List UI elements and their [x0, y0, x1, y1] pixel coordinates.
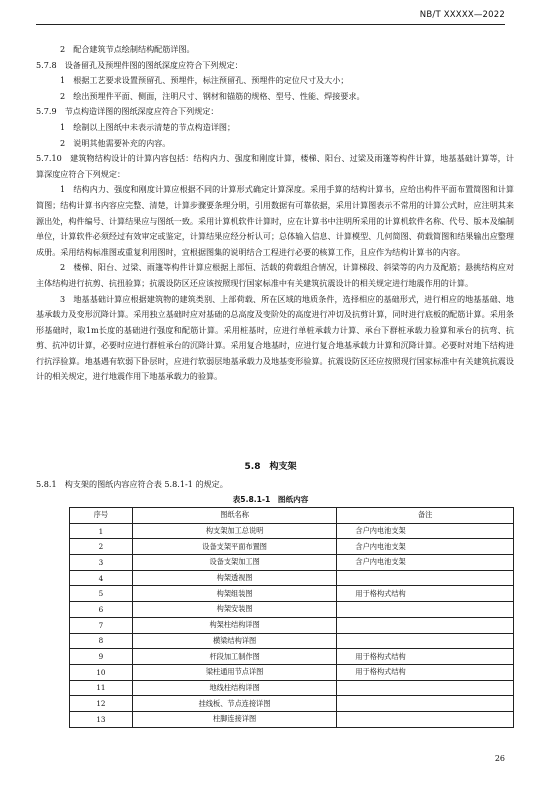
header-remark: 备注: [337, 508, 514, 524]
item-1-node-detail: 1 绘制以上图纸中未表示清楚的节点构造详图；: [60, 121, 236, 132]
cell-drawing-name: 挂线板、节点连接详图: [132, 696, 337, 712]
clause-5-8-1: 5.8.1 构支架的图纸内容应符合表 5.8.1-1 的规定。: [36, 479, 228, 489]
cell-drawing-name: 构架安装图: [132, 602, 337, 618]
clause-5-7-10: 5.7.10 建筑物结构设计的计算内容包括：结构内力、强度和刚度计算，楼梯、阳台、过梁及雨篷等构件计算，地基基础计算等，计算深度应符合下列规定：: [36, 153, 514, 179]
cell-no: 4: [70, 570, 133, 586]
table-row: [70, 602, 514, 618]
cell-remark: 含户内电池支架: [337, 539, 514, 555]
cell-no: 12: [70, 696, 133, 712]
clause-5-7-8: 5.7.8 设备留孔及预埋件图的图纸深度应符合下列规定：: [36, 59, 243, 70]
table-row: [70, 696, 514, 712]
drawing-contents-table: [69, 507, 514, 728]
cell-drawing-name: 构架组装图: [132, 586, 337, 602]
cell-remark: [337, 633, 514, 649]
standard-code-header: NB/T XXXXX—2022: [419, 10, 505, 20]
item-2-node-detail: 2 配合建筑节点绘制结构配筋详图。: [60, 44, 195, 54]
table-row: [70, 617, 514, 633]
body-text: [36, 42, 514, 385]
table-row: [70, 523, 514, 539]
cell-remark: [337, 602, 514, 618]
cell-no: 13: [70, 711, 133, 727]
table-row: [70, 664, 514, 680]
header-drawing-name: 图纸名称: [132, 508, 337, 524]
cell-drawing-name: 构支架加工总说明: [132, 523, 337, 539]
item-3-foundation: 3 地基基础计算应根据建筑物的建筑类别、上部荷载、所在区域的地质条件，选择相应的基础形式，进行相应的地基基础、地基承载力及变形沉降计算。采用独立基础时应对基础的总高度及变阶处的高度进行冲切及抗剪计算，同时进行底板的配筋计算。采用条形基础时，取1m长度的基础进行强度和配筋计算。采用桩基时，应进行单桩承载力计算、承台下群桩承载力验算和承台的抗弯、抗剪、抗冲切计算，必要时应进行群桩承台的沉降计算。采用复合地基时，应进行复合地基承载力计算和沉降计算。必要时对地下结构进行抗浮验算。地基遇有软弱下卧层时，应进行软弱层地基承载力及地基变形验算。抗震设防区还应按照现行国家标准中有关建筑抗震设计的相关规定，进行地震作用下地基承载力的验算。: [36, 293, 514, 382]
cell-drawing-name: 柱脚连接详图: [132, 711, 337, 727]
header-no: 序号: [70, 508, 133, 524]
cell-no: 3: [70, 555, 133, 571]
cell-remark: 含户内电池支架: [337, 523, 514, 539]
cell-drawing-name: 构架柱结构详图: [132, 617, 337, 633]
cell-no: 5: [70, 586, 133, 602]
table-row: [70, 711, 514, 727]
table-row: [70, 570, 514, 586]
cell-remark: [337, 696, 514, 712]
cell-drawing-name: 杆段加工制作图: [132, 649, 337, 665]
clause-5-8-1-block: [36, 477, 514, 493]
table-row: [70, 539, 514, 555]
cell-remark: [337, 570, 514, 586]
cell-no: 8: [70, 633, 133, 649]
cell-remark: [337, 680, 514, 696]
item-2-supplement: 2 说明其他需要补充的内容。: [60, 137, 171, 148]
cell-no: 11: [70, 680, 133, 696]
cell-remark: 用于格构式结构: [337, 586, 514, 602]
table-row: [70, 555, 514, 571]
cell-remark: 含户内电池支架: [337, 555, 514, 571]
cell-drawing-name: 地线柱结构详图: [132, 680, 337, 696]
section-title-5-8: 5.8 构支架: [244, 462, 297, 472]
cell-no: 1: [70, 523, 133, 539]
cell-drawing-name: 横梁结构详图: [132, 633, 337, 649]
table-caption: 表5.8.1-1 图纸内容: [232, 495, 309, 504]
table-row: [70, 586, 514, 602]
cell-no: 2: [70, 539, 133, 555]
cell-no: 6: [70, 602, 133, 618]
cell-drawing-name: 构架透视图: [132, 570, 337, 586]
table-row: [70, 680, 514, 696]
item-2-stair-balcony: 2 楼梯、阳台、过梁、雨篷等构件计算应根据上部恒、活载的荷载组合情况，计算梯段、斜梁等的内力及配筋；悬挑结构应对主体结构进行抗剪、抗扭验算；抗震设防区还应该按照现行国家标准中有关建筑抗震设计的相关规定进行地震作用的计算。: [36, 262, 514, 288]
table-row: [70, 633, 514, 649]
cell-remark: 用于格构式结构: [337, 649, 514, 665]
clause-5-7-9: 5.7.9 节点构造详图的图纸深度应符合下列规定：: [36, 106, 219, 117]
cell-remark: [337, 617, 514, 633]
cell-no: 9: [70, 649, 133, 665]
header-rule: [36, 24, 505, 25]
table-row: [70, 649, 514, 665]
cell-remark: 用于格构式结构: [337, 664, 514, 680]
cell-remark: [337, 711, 514, 727]
page-number: 26: [494, 754, 505, 763]
cell-drawing-name: 设备支架平面布置图: [132, 539, 337, 555]
cell-drawing-name: 设备支架加工图: [132, 555, 337, 571]
cell-no: 10: [70, 664, 133, 680]
item-2-embedded-parts: 2 绘出预埋件平面、侧面，注明尺寸、钢材和锚筋的规格、型号、性能、焊接要求。: [60, 90, 365, 101]
item-1-internal-force: 1 结构内力、强度和刚度计算应根据不同的计算形式确定计算深度。采用手算的结构计算书，应给出构件平面布置简图和计算简图；结构计算书内容应完整、清楚，计算步骤要条理分明，引用数据有可靠依据，采用计算图表示不常用的计算公式时，应注明其来源出处，构件编号、计算结果应与图纸一致。采用计算机软件计算时，应在计算书中注明所采用的计算机软件名称、代号、版本及编制单位，计算软件必须经过有效审定或鉴定，计算结果应经分析认可；总体输入信息、计算模型、几何简图、荷载简图和结果输出应整理成册。采用结构标准图或重复利用图时，宜根据图集的说明结合工程进行必要的核算工作，且应作为结构计算书的内容。: [36, 184, 514, 257]
table-header-row: [70, 508, 514, 524]
cell-no: 7: [70, 617, 133, 633]
item-1-embedded-parts: 1 根据工艺要求设置预留孔、预埋件，标注预留孔、预埋件的定位尺寸及大小；: [60, 75, 349, 86]
cell-drawing-name: 梁柱通用节点详图: [132, 664, 337, 680]
